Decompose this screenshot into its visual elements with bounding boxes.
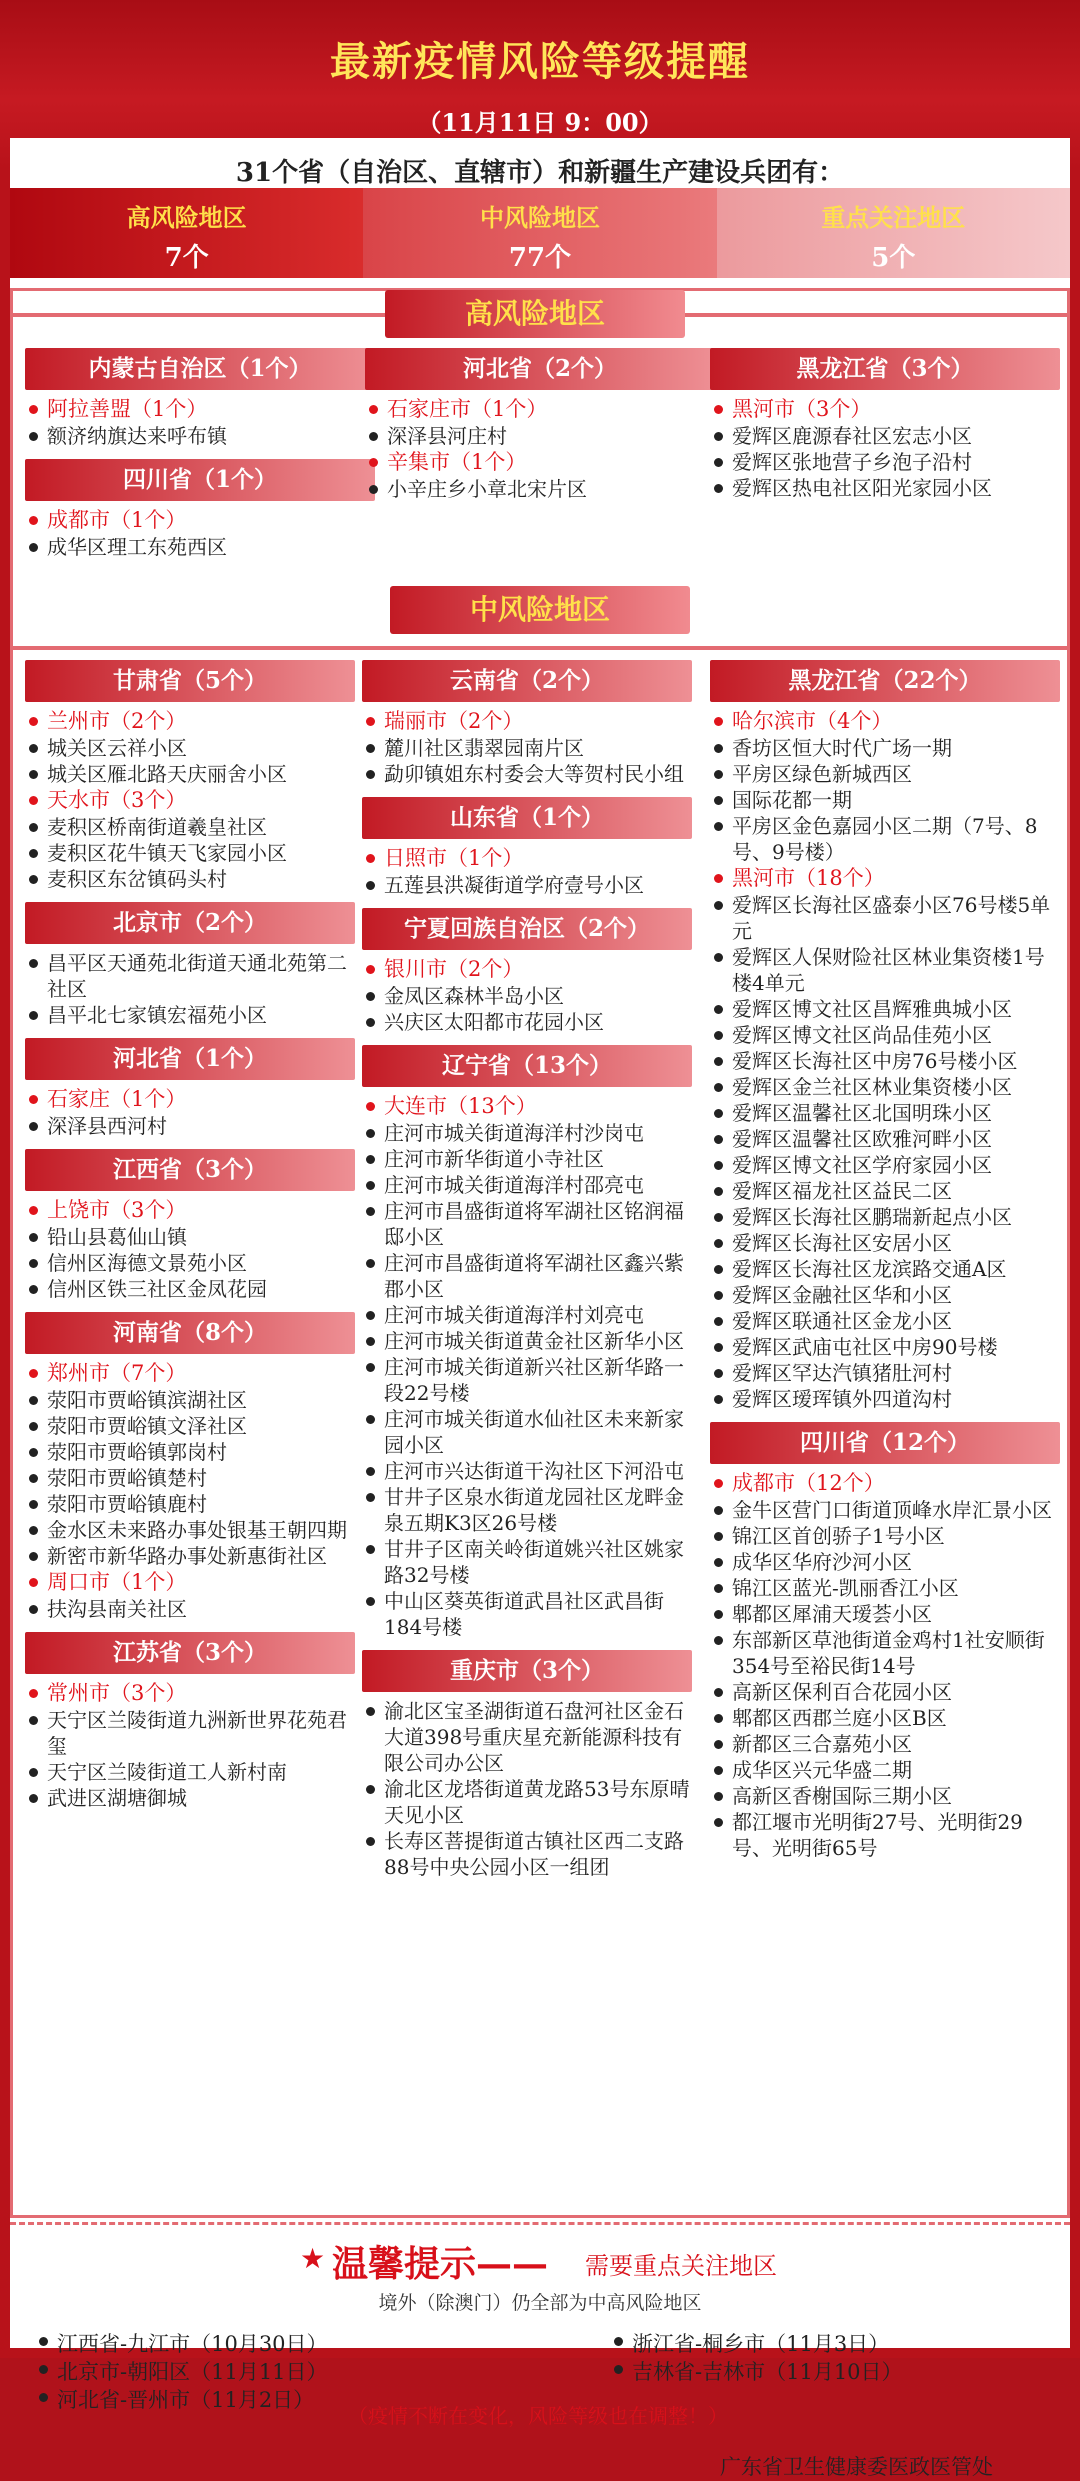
area-item: 成华区理工东苑西区 [25,534,375,560]
area-item: 渝北区龙塔街道黄龙路53号东原晴天见小区 [362,1776,692,1828]
area-item: 爱辉区瑷珲镇外四道沟村 [710,1386,1060,1412]
province-header: 宁夏回族自治区（2个） [362,908,692,950]
area-item: 郫都区犀浦天瑷荟小区 [710,1601,1060,1627]
area-item: 爱辉区博文社区昌辉雅典城小区 [710,996,1060,1022]
area-item: 麦积区花牛镇天飞家园小区 [25,840,355,866]
area-item: 麦积区东岔镇码头村 [25,866,355,892]
city-entry: 银川市（2个） [362,956,692,983]
area-item: 铅山县葛仙山镇 [25,1224,355,1250]
area-item: 成华区华府沙河小区 [710,1549,1060,1575]
high-section-title: 高风险地区 [385,290,685,338]
city-entry: 郑州市（7个） [25,1360,355,1387]
city-entry: 日照市（1个） [362,845,692,872]
tip-right-0: 浙江省-桐乡市（11月3日） [610,2328,889,2358]
city-entry: 辛集市（1个） [365,449,715,476]
area-item: 小辛庄乡小章北宋片区 [365,476,715,502]
mid-section-title: 中风险地区 [390,586,690,634]
tip-subtitle: 需要重点关注地区 [585,2252,777,2280]
area-item: 金牛区营门口街道顶峰水岸汇景小区 [710,1497,1060,1523]
city-entry: 阿拉善盟（1个） [25,396,375,423]
province-header: 江苏省（3个） [25,1632,355,1674]
area-item: 庄河市城关街道海洋村沙岗屯 [362,1120,692,1146]
page-title: 最新疫情风险等级提醒 [330,38,750,85]
province-header: 黑龙江省（22个） [710,660,1060,702]
area-item: 天宁区兰陵街道工人新村南 [25,1759,355,1785]
city-entry: 石家庄市（1个） [365,396,715,423]
city-entry: 周口市（1个） [25,1569,355,1596]
area-item: 庄河市兴达街道干沟社区下河沿屯 [362,1458,692,1484]
area-item: 爱辉区金融社区华和小区 [710,1282,1060,1308]
area-item: 扶沟县南关社区 [25,1596,355,1622]
tip-note: 境外（除澳门）仍全部为中高风险地区 [378,2292,702,2314]
tip-left-1: 北京市-朝阳区（11月11日） [35,2356,328,2386]
area-item: 爱辉区联通社区金龙小区 [710,1308,1060,1334]
area-item: 武进区湖塘御城 [25,1785,355,1811]
city-entry: 上饶市（3个） [25,1197,355,1224]
area-item: 天宁区兰陵街道九洲新世界花苑君玺 [25,1707,355,1759]
area-item: 锦江区蓝光-凯丽香江小区 [710,1575,1060,1601]
area-item: 爱辉区张地营子乡泡子沿村 [710,449,1060,475]
area-item: 香坊区恒大时代广场一期 [710,735,1060,761]
issuer-signature: 广东省卫生健康委医政医管处 [720,2455,993,2479]
area-item: 城关区云祥小区 [25,735,355,761]
province-header: 北京市（2个） [25,902,355,944]
province-header: 山东省（1个） [362,797,692,839]
area-item: 长寿区菩提街道古镇社区西二支路88号中央公园小区一组团 [362,1828,692,1880]
area-item: 郫都区西郡兰庭小区B区 [710,1705,1060,1731]
high-col-2 [710,338,1060,501]
summary-focus: 重点关注地区 5个 [717,188,1070,278]
province-header: 云南省（2个） [362,660,692,702]
city-entry: 石家庄（1个） [25,1086,355,1113]
update-time: （11月11日 9：00） [417,108,663,137]
area-item: 都江堰市光明街27号、光明街29号、光明街65号 [710,1809,1060,1861]
area-item: 平房区绿色新城西区 [710,761,1060,787]
area-item: 荥阳市贾峪镇文泽社区 [25,1413,355,1439]
area-item: 成华区兴元华盛二期 [710,1757,1060,1783]
province-header: 河南省（8个） [25,1312,355,1354]
area-item: 额济纳旗达来呼布镇 [25,423,375,449]
tip-divider [10,2222,1070,2225]
area-item: 新都区三合嘉苑小区 [710,1731,1060,1757]
province-header: 重庆市（3个） [362,1650,692,1692]
area-item: 深泽县西河村 [25,1113,355,1139]
province-header: 甘肃省（5个） [25,660,355,702]
area-item: 爱辉区长海社区中房76号楼小区 [710,1048,1060,1074]
area-item: 金凤区森林半岛小区 [362,983,692,1009]
area-item: 爱辉区长海社区龙滨路交通A区 [710,1256,1060,1282]
summary-mid: 中风险地区 77个 [363,188,716,278]
area-item: 新密市新华路办事处新惠街社区 [25,1543,355,1569]
city-entry: 哈尔滨市（4个） [710,708,1060,735]
area-item: 庄河市城关街道水仙社区未来新家园小区 [362,1406,692,1458]
area-item: 高新区保利百合花园小区 [710,1679,1060,1705]
city-entry: 大连市（13个） [362,1093,692,1120]
area-item: 中山区葵英街道武昌社区武昌街184号楼 [362,1588,692,1640]
area-item: 东部新区草池街道金鸡村1社安顺街354号至裕民街14号 [710,1627,1060,1679]
area-item: 庄河市城关街道海洋村刘亮屯 [362,1302,692,1328]
area-item: 庄河市城关街道黄金社区新华小区 [362,1328,692,1354]
area-item: 爱辉区武庙屯社区中房90号楼 [710,1334,1060,1360]
area-item: 城关区雁北路天庆丽舍小区 [25,761,355,787]
area-item: 爱辉区罕达汽镇猪肚河村 [710,1360,1060,1386]
province-header: 四川省（1个） [25,459,375,501]
area-item: 荥阳市贾峪镇鹿村 [25,1491,355,1517]
warning-text: （疫情不断在变化，风险等级也在调整！） [348,2404,728,2428]
area-item: 爱辉区热电社区阳光家园小区 [710,475,1060,501]
area-item: 庄河市昌盛街道将军湖社区铭润福邸小区 [362,1198,692,1250]
province-header: 辽宁省（13个） [362,1045,692,1087]
area-item: 信州区海德文景苑小区 [25,1250,355,1276]
mid-col-1 [362,650,692,1880]
tip-left-2: 河北省-晋州市（11月2日） [35,2384,314,2414]
area-item: 甘井子区泉水街道龙园社区龙畔金泉五期K3区26号楼 [362,1484,692,1536]
area-item: 爱辉区金兰社区林业集资楼小区 [710,1074,1060,1100]
tip-title: 温馨提示—— [332,2243,549,2285]
city-entry: 常州市（3个） [25,1680,355,1707]
content-panel [10,138,1070,2479]
city-entry: 兰州市（2个） [25,708,355,735]
area-item: 爱辉区长海社区安居小区 [710,1230,1060,1256]
area-item: 五莲县洪凝街道学府壹号小区 [362,872,692,898]
area-item: 荥阳市贾峪镇滨湖社区 [25,1387,355,1413]
mid-col-2 [710,650,1060,1861]
area-item: 爱辉区长海社区鹏瑞新起点小区 [710,1204,1060,1230]
province-header: 江西省（3个） [25,1149,355,1191]
header-banner [0,0,1080,138]
city-entry: 黑河市（3个） [710,396,1060,423]
city-entry: 天水市（3个） [25,787,355,814]
area-item: 麓川社区翡翠园南片区 [362,735,692,761]
area-item: 昌平北七家镇宏福苑小区 [25,1002,355,1028]
area-item: 甘井子区南关岭街道姚兴社区姚家路32号楼 [362,1536,692,1588]
area-item: 爱辉区福龙社区益民二区 [710,1178,1060,1204]
city-entry: 成都市（1个） [25,507,375,534]
area-item: 平房区金色嘉园小区二期（7号、8号、9号楼） [710,813,1060,865]
area-item: 爱辉区温馨社区欧雅河畔小区 [710,1126,1060,1152]
area-item: 麦积区桥南街道羲皇社区 [25,814,355,840]
province-header: 黑龙江省（3个） [710,348,1060,390]
area-item: 庄河市城关街道海洋村邵亮屯 [362,1172,692,1198]
province-header: 内蒙古自治区（1个） [25,348,375,390]
area-item: 爱辉区人保财险社区林业集资楼1号楼4单元 [710,944,1060,996]
area-item: 庄河市昌盛街道将军湖社区鑫兴紫郡小区 [362,1250,692,1302]
tip-left-0: 江西省-九江市（10月30日） [35,2328,328,2358]
tip-right-1: 吉林省-吉林市（11月10日） [610,2356,903,2386]
area-item: 爱辉区博文社区尚品佳苑小区 [710,1022,1060,1048]
high-col-0 [25,338,375,560]
area-item: 兴庆区太阳都市花园小区 [362,1009,692,1035]
area-item: 庄河市城关街道新兴社区新华路一段22号楼 [362,1354,692,1406]
province-header: 四川省（12个） [710,1422,1060,1464]
area-item: 信州区铁三社区金凤花园 [25,1276,355,1302]
area-item: 高新区香榭国际三期小区 [710,1783,1060,1809]
city-entry: 黑河市（18个） [710,865,1060,892]
city-entry: 瑞丽市（2个） [362,708,692,735]
area-item: 勐卯镇姐东村委会大等贺村民小组 [362,761,692,787]
area-item: 国际花都一期 [710,787,1060,813]
area-item: 庄河市新华街道小寺社区 [362,1146,692,1172]
city-entry: 成都市（12个） [710,1470,1060,1497]
high-col-1 [365,338,715,502]
province-header: 河北省（1个） [25,1038,355,1080]
area-item: 爱辉区长海社区盛泰小区76号楼5单元 [710,892,1060,944]
area-item: 荥阳市贾峪镇楚村 [25,1465,355,1491]
area-item: 金水区未来路办事处银基王朝四期 [25,1517,355,1543]
area-item: 爱辉区鹿源春社区宏志小区 [710,423,1060,449]
area-item: 昌平区天通苑北街道天通北苑第二社区 [25,950,355,1002]
area-item: 爱辉区温馨社区北国明珠小区 [710,1100,1060,1126]
star-icon: ★ [300,2242,326,2275]
intro-text: 31个省（自治区、直辖市）和新疆生产建设兵团有： [235,158,845,188]
summary-bar [10,188,1070,278]
area-item: 爱辉区博文社区学府家园小区 [710,1152,1060,1178]
mid-col-0 [25,650,355,1811]
area-item: 深泽县河庄村 [365,423,715,449]
province-header: 河北省（2个） [365,348,715,390]
summary-high: 高风险地区 7个 [10,188,363,278]
area-item: 渝北区宝圣湖街道石盘河社区金石大道398号重庆星充新能源科技有限公司办公区 [362,1698,692,1776]
area-item: 锦江区首创骄子1号小区 [710,1523,1060,1549]
area-item: 荥阳市贾峪镇郭岗村 [25,1439,355,1465]
